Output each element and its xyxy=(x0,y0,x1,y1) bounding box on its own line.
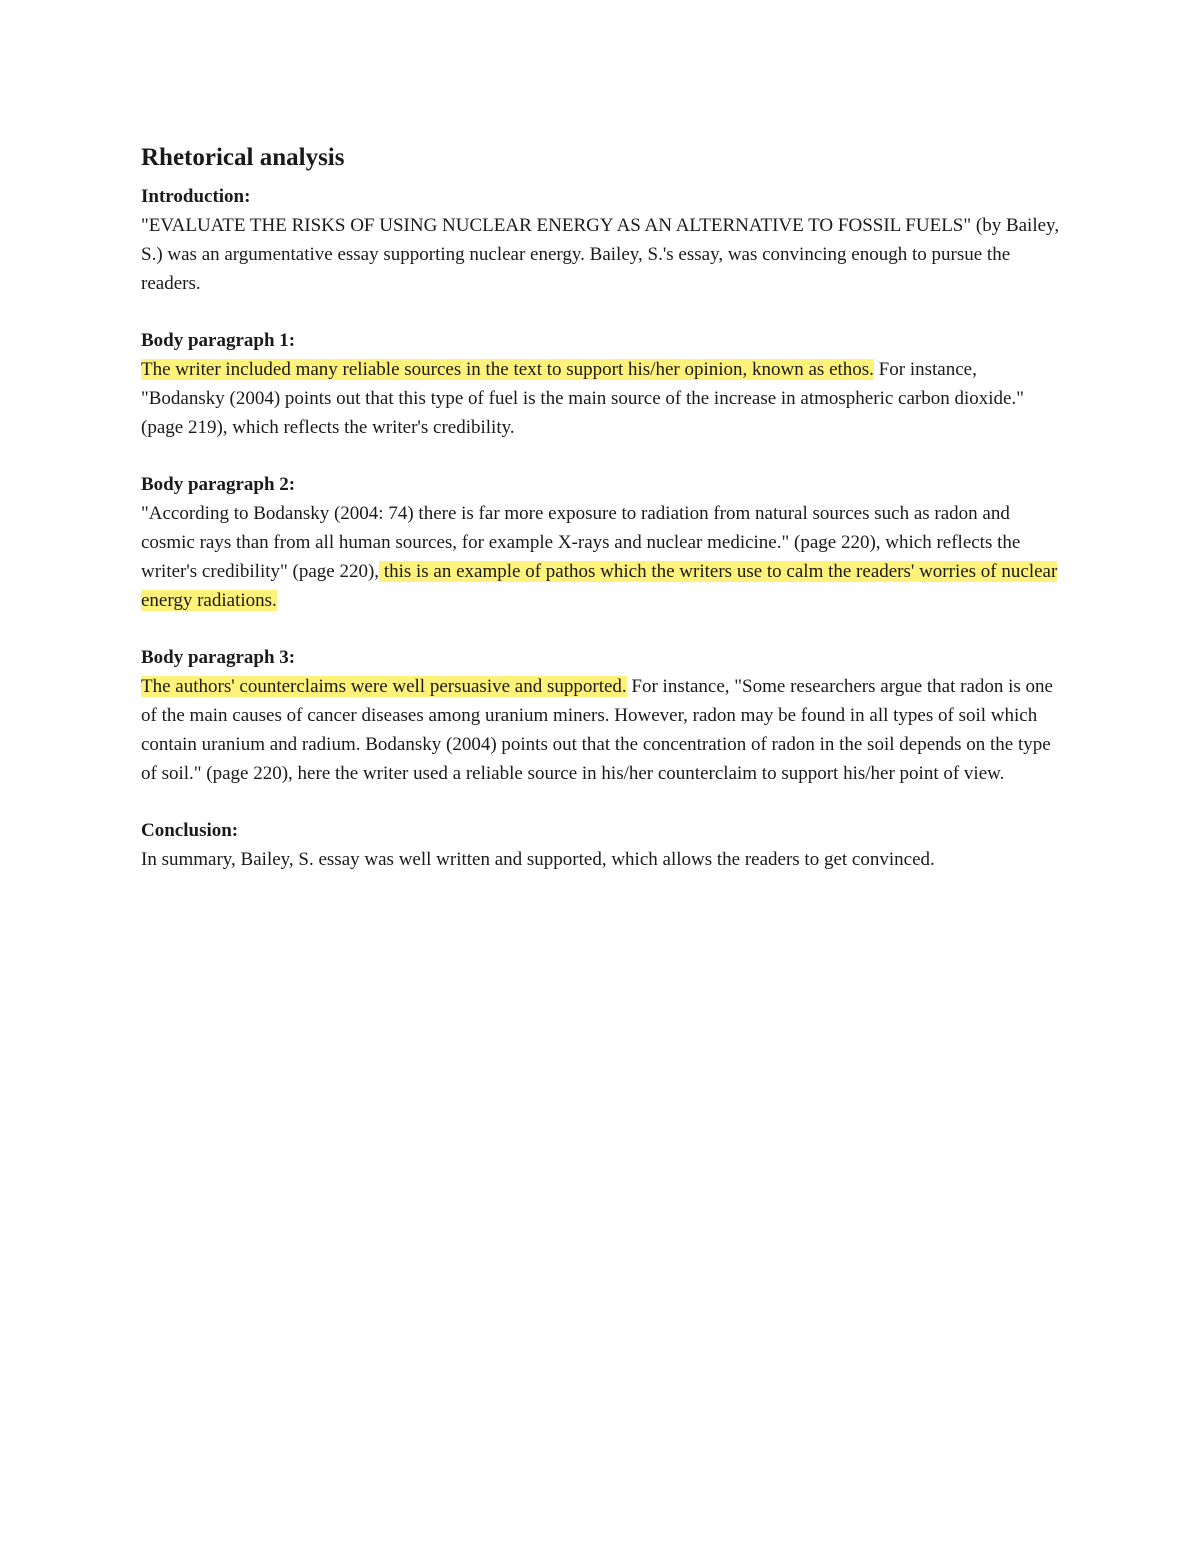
section-body-paragraph-3 xyxy=(141,643,1061,788)
conclusion-heading: Conclusion: xyxy=(141,820,239,841)
body2-highlighted-text: this is an example of pathos which the writers use to calm the readers' worries of nuclear energy radiations. xyxy=(141,561,1058,611)
body3-text: For instance, "Some researchers argue that radon is one of the main causes of cancer diseases among uranium miners. However, radon may be found in all types of soil which contain uranium and radium. Bodansky (2004) points out that the concentration of radon in the soil depends on the type of soil." (page 220), here the writer used a reliable source in his/her counterclaim to support his/her point of view. xyxy=(141,676,1053,784)
body1-paragraph xyxy=(141,355,1061,442)
section-body-paragraph-2 xyxy=(141,470,1061,615)
conclusion-text: In summary, Bailey, S. essay was well written and supported, which allows the readers to get convinced. xyxy=(141,849,935,870)
introduction-heading: Introduction: xyxy=(141,186,251,207)
body1-highlighted-text: The writer included many reliable sources in the text to support his/her opinion, known as ethos. xyxy=(141,359,874,380)
spacer xyxy=(141,788,1061,816)
body2-paragraph xyxy=(141,499,1061,615)
body3-paragraph xyxy=(141,672,1061,788)
body1-text: For instance, "Bodansky (2004) points out that this type of fuel is the main source of the increase in atmospheric carbon dioxide." (page 219), which reflects the writer's credibility. xyxy=(141,359,1024,438)
body3-highlighted-text: The authors' counterclaims were well persuasive and supported. xyxy=(141,676,627,697)
body3-heading: Body paragraph 3: xyxy=(141,647,296,668)
body2-text: "According to Bodansky (2004: 74) there is far more exposure to radiation from natural sources such as radon and cosmic rays than from all human sources, for example X-rays and nuclear medicine." (page 220), which reflects the writer's credibility" (page 220), xyxy=(141,503,1021,582)
spacer xyxy=(141,442,1061,470)
body2-heading: Body paragraph 2: xyxy=(141,474,296,495)
spacer xyxy=(141,298,1061,326)
document-page xyxy=(141,140,1061,874)
section-introduction xyxy=(141,182,1061,298)
section-body-paragraph-1 xyxy=(141,326,1061,442)
introduction-text: "EVALUATE THE RISKS OF USING NUCLEAR ENERGY AS AN ALTERNATIVE TO FOSSIL FUELS" (by Bailey, S.) was an argumentative essay supporting nuclear energy. Bailey, S.'s essay, was convincing enough to pursue the readers. xyxy=(141,215,1060,294)
body1-heading: Body paragraph 1: xyxy=(141,330,296,351)
document-title: Rhetorical analysis xyxy=(141,144,345,171)
spacer xyxy=(141,615,1061,643)
section-conclusion xyxy=(141,816,1061,874)
